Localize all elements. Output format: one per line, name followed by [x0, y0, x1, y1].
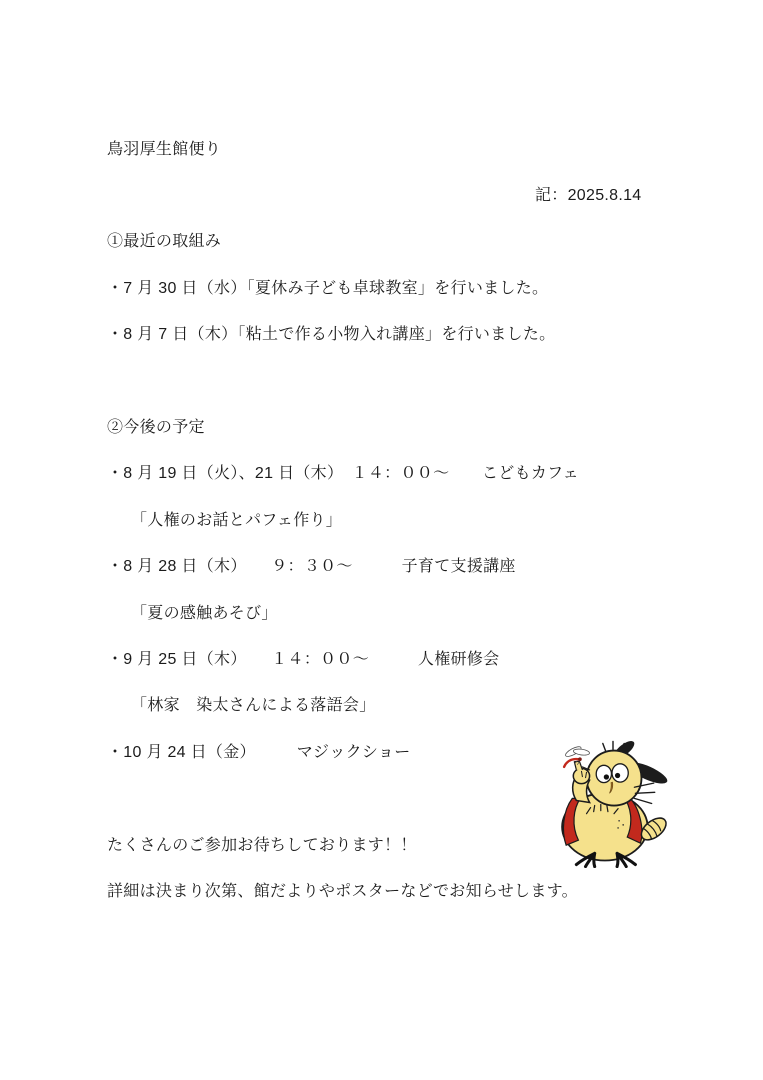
- closing-line: 詳細は決まり次第、館だよりやポスターなどでお知らせします。: [107, 882, 578, 900]
- recent-item: ・7 月 30 日（水）「夏休み子ども卓球教室」を行いました。: [107, 279, 549, 297]
- date-note: 記：2025.8.14: [535, 187, 642, 205]
- event-subtitle: 「人権のお話とパフェ作り」: [131, 511, 343, 529]
- event-subtitle: 「夏の感触あそび」: [131, 604, 278, 622]
- spacer: [107, 356, 733, 402]
- document-title: 鳥羽厚生館便り: [107, 140, 222, 158]
- event-line: ・10 月 24 日（金） マジックショー: [107, 743, 411, 761]
- section-upcoming-heading: ②今後の予定: [107, 419, 205, 437]
- event-line: ・9 月 25 日（木） １４：００～ 人権研修会: [107, 650, 500, 668]
- event-line: ・8 月 28 日（木） ９：３０～ 子育て支援講座: [107, 558, 516, 576]
- event-subtitle: 「林家 染太さんによる落語会」: [131, 697, 376, 715]
- closing-line: たくさんのご参加お待ちしております！！: [107, 836, 417, 854]
- recent-item: ・8 月 7 日（木）「粘土で作る小物入れ講座」を行いました。: [107, 326, 556, 344]
- event-line: ・8 月 19 日（火）、21 日（木） １４：００～ こどもカフェ: [107, 465, 579, 483]
- section-recent-heading: ①最近の取組み: [107, 233, 222, 251]
- mascot-illustration: [556, 739, 670, 868]
- mascot-raised-arm: [573, 761, 590, 802]
